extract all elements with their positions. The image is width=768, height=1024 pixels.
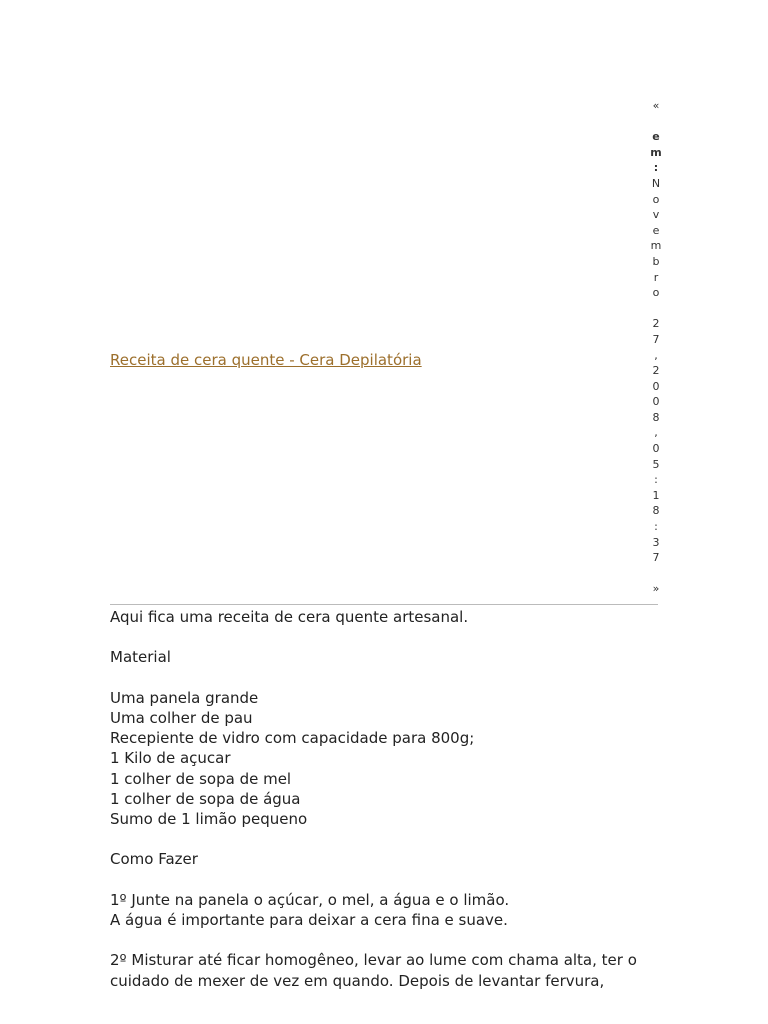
meta-char: 2 [652,317,660,331]
divider [110,604,658,605]
list-item: Uma colher de pau [110,708,253,727]
meta-char: o [652,192,660,206]
meta-char: e [652,130,660,144]
post-body [110,607,670,991]
meta-char: 3 [652,535,660,549]
meta-char: 0 [652,442,660,456]
intro-text: Aqui fica uma receita de cera quente artesanal. [110,608,469,626]
meta-char: 2 [652,364,660,378]
meta-char: o [652,286,660,300]
list-item: 1 colher de sopa de mel [110,769,292,788]
meta-month [647,176,665,301]
meta-char: 8 [652,410,660,424]
list-item: 1 Kilo de açucar [110,749,231,768]
meta-label [647,129,665,176]
post-meta-column [647,98,665,597]
list-item: 1 colher de sopa de água [110,789,301,808]
howto-heading: Como Fazer [110,850,198,869]
meta-char: b [652,254,660,268]
meta-char: : [654,473,658,487]
meta-char: m [650,239,662,253]
meta-char: 0 [652,395,660,409]
meta-char: m [650,145,662,159]
meta-char: e [652,223,660,237]
meta-char: 7 [652,551,660,565]
post-title-link[interactable]: Receita de cera quente - Cera Depilatória [110,351,422,369]
meta-char: , [654,426,658,440]
step-2-line-1: 2º Misturar até ficar homogêneo, levar ao lume com chama alta, ter o [110,951,637,970]
meta-char: 1 [652,488,660,502]
step-1-line-1: 1º Junte na panela o açúcar, o mel, a água e o limão. [110,890,510,909]
meta-char: r [653,270,659,284]
previous-post-link[interactable]: « [652,99,660,112]
list-item: Recepiente de vidro com capacidade para 800g; [110,729,475,748]
meta-char: 5 [652,457,660,471]
meta-char: 7 [652,332,660,346]
list-item: Sumo de 1 limão pequeno [110,810,308,828]
step-1-line-2: A água é importante para deixar a cera fina e suave. [110,910,508,929]
step-2-line-2: cuidado de mexer de vez em quando. Depois de levantar fervura, [110,971,605,990]
material-heading: Material [110,648,171,667]
list-item: Uma panela grande [110,688,259,707]
meta-char: v [652,208,660,222]
materials-list [110,688,670,829]
meta-char: N [651,176,661,190]
meta-char: 0 [652,379,660,393]
meta-char: : [653,161,659,175]
meta-char: 8 [652,504,660,518]
next-post-link[interactable]: » [652,582,660,596]
meta-datetime [647,316,665,566]
meta-char: : [654,520,658,534]
meta-char: , [654,348,658,362]
